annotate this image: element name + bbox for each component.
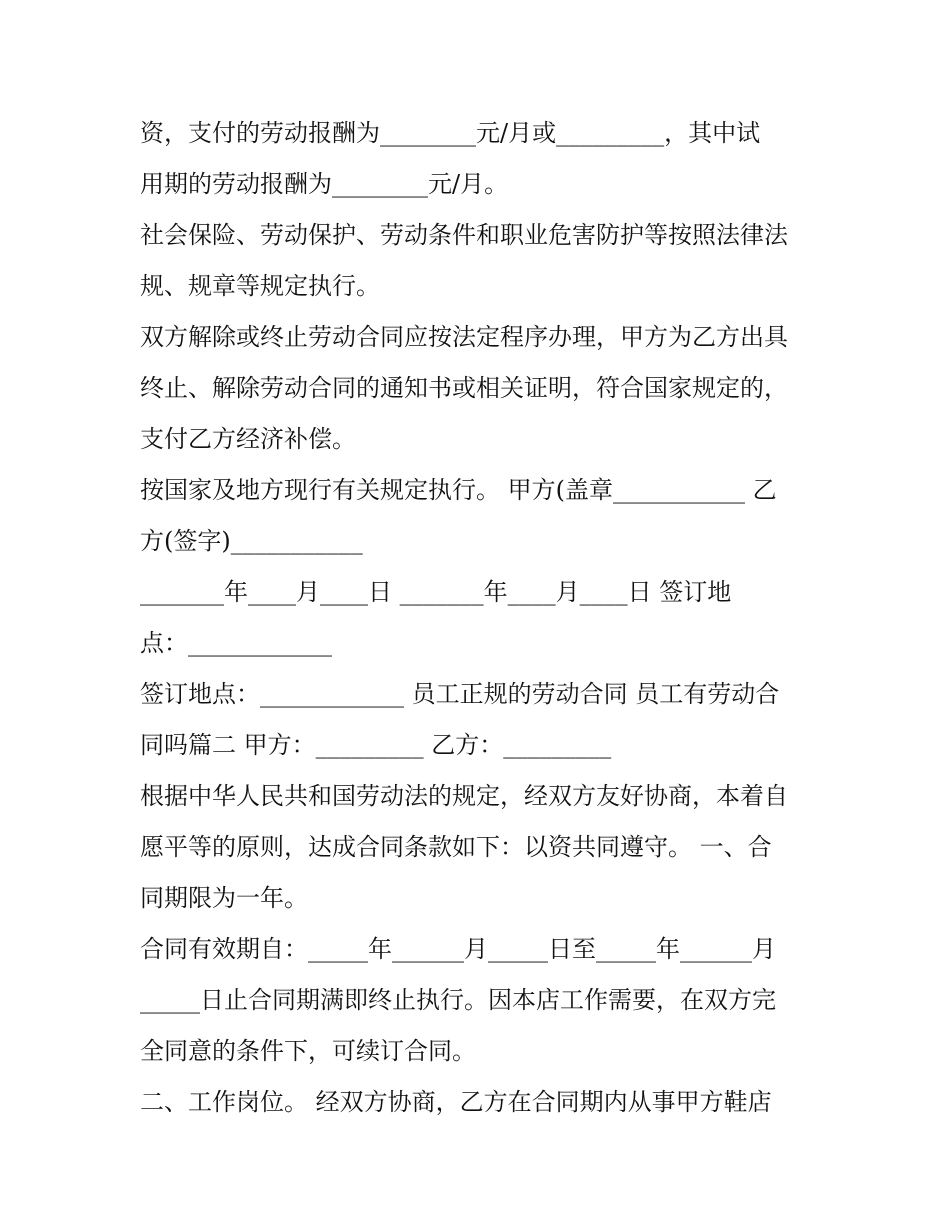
text-line: 资，支付的劳动报酬为________元/月或_________，其中试: [140, 119, 761, 147]
text-line: 社会保险、劳动保护、劳动条件和职业危害防护等按照法律法: [140, 221, 788, 249]
text-line: 用期的劳动报酬为________元/月。: [140, 170, 509, 198]
text-line: 签订地点：____________ 员工正规的劳动合同 员工有劳动合: [140, 680, 780, 708]
text-line: 二、工作岗位。 经双方协商，乙方在合同期内从事甲方鞋店: [140, 1088, 772, 1116]
text-line: _______年____月____日 _______年____月____日 签订地: [140, 578, 732, 606]
text-line: 点：____________: [140, 629, 332, 657]
text-line: 按国家及地方现行有关规定执行。 甲方(盖章___________ 乙: [140, 476, 777, 504]
document-body: [140, 108, 820, 1128]
text-line: 愿平等的原则，达成合同条款如下：以资共同遵守。 一、合: [140, 833, 772, 861]
text-line: 全同意的条件下，可续订合同。: [140, 1037, 476, 1065]
text-line: 终止、解除劳动合同的通知书或相关证明，符合国家规定的，: [140, 374, 788, 402]
text-line: 方(签字)___________: [140, 527, 363, 555]
text-line: 同期限为一年。: [140, 884, 308, 912]
text-line: 合同有效期自：_____年______月_____日至_____年______月: [140, 935, 776, 963]
text-line: _____日止合同期满即终止执行。因本店工作需要，在双方完: [140, 986, 776, 1014]
text-line: 根据中华人民共和国劳动法的规定，经双方友好协商，本着自: [140, 782, 788, 810]
text-line: 双方解除或终止劳动合同应按法定程序办理，甲方为乙方出具: [140, 323, 788, 351]
text-line: 规、规章等规定执行。: [140, 272, 380, 300]
text-line: 支付乙方经济补偿。: [140, 425, 356, 453]
text-line: 同吗篇二 甲方：_________ 乙方：_________: [140, 731, 612, 759]
